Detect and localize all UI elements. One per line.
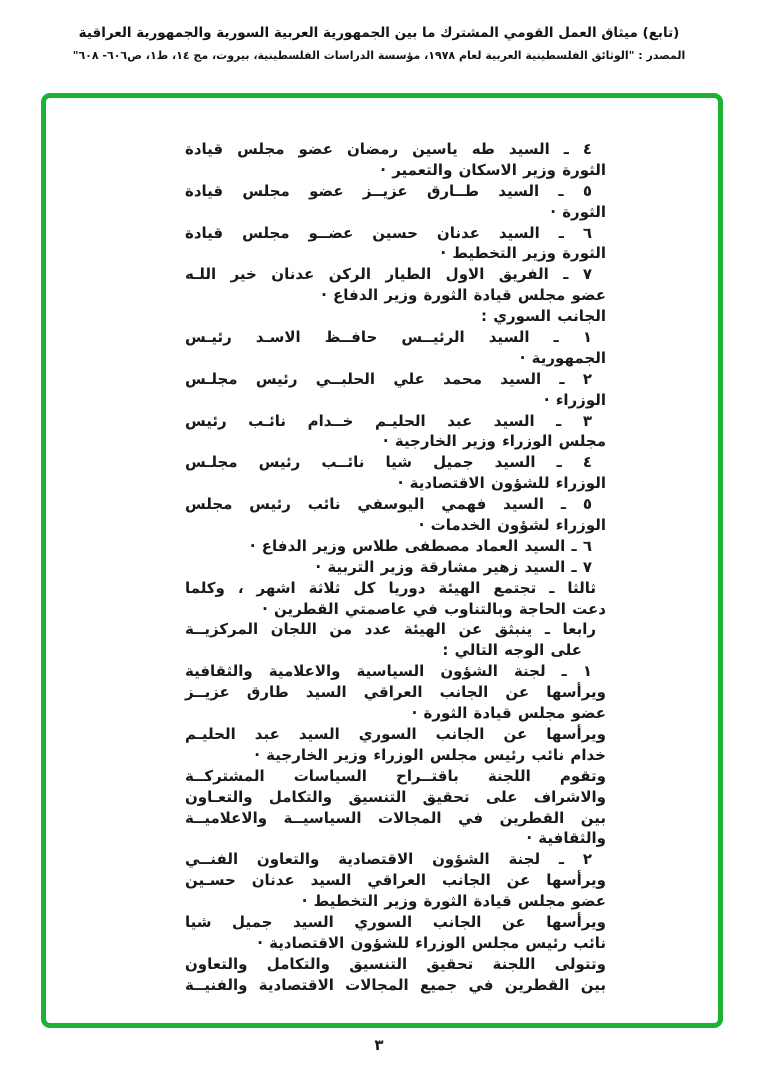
document-text <box>185 139 606 996</box>
text-line: ١ ـ السيد الرئيــس حافــظ الاسـد رئيـس <box>185 328 592 347</box>
text-line: دعت الحاجة وبالتناوب في عاصمتي القطرين · <box>262 599 606 618</box>
text-line: الوزراء للشؤون الاقتصادية · <box>397 474 606 493</box>
text-line: ثالثا ـ تجتمع الهيئة دوريا كل ثلاثة اشهر ، وكلما <box>185 578 596 597</box>
text-line: وتقوم اللجنة باقتــراح السياسات المشتركــة <box>185 766 606 785</box>
text-line: ٧ ـ السيد زهير مشارقة وزير التربية · <box>315 557 592 576</box>
text-line: ٤ ـ السيد طه ياسين رمضان عضو مجلس قيادة <box>185 140 592 158</box>
text-line: ٦ ـ السيد عدنان حسين عضــو مجلس قيادة <box>185 223 592 242</box>
text-line: عضو مجلس قيادة الثورة وزير التخطيط · <box>301 892 606 911</box>
text-line: الجانب السوري : <box>481 307 606 326</box>
text-line: ٥ ـ السيد فهمي اليوسفي نائب رئيس مجلس <box>185 495 592 514</box>
text-line: بين القطرين في جميع المجالات الاقتصادية والفنيــة <box>185 975 606 994</box>
document-title: (تابع) ميثاق العمل القومي المشترك ما بين الجمهورية العربية السورية والجمهورية العراقية <box>78 25 680 41</box>
text-line: رابعا ـ ينبثق عن الهيئة عدد من اللجان المركزيــة <box>185 620 596 639</box>
text-line: ويرأسها عن الجانب السوري السيد عبد الحليـم <box>185 724 606 743</box>
text-line: الوزراء · <box>543 390 606 409</box>
text-line: نائب رئيس مجلس الوزراء للشؤون الاقتصادية · <box>257 933 606 952</box>
text-line: مجلس الوزراء وزير الخارجية · <box>382 432 606 451</box>
text-line: ١ ـ لجنة الشؤون السياسية والاعلامية والثقافية <box>185 662 592 681</box>
document-source-citation: المصدر : "الوثائق الفلسطينية العربية لعام ١٩٧٨، مؤسسة الدراسات الفلسطينية، بيروت، مج ١٤، ط١، ص٦٠٦- ٦٠٨" <box>72 49 686 62</box>
text-line: عضو مجلس قيادة الثورة · <box>411 704 606 723</box>
text-line: خدام نائب رئيس مجلس الوزراء وزير الخارجية · <box>254 745 606 764</box>
text-line: عضو مجلس قيادة الثورة وزير الدفاع · <box>321 286 606 305</box>
text-line: ٢ ـ لجنة الشؤون الاقتصادية والتعاون الفنــي <box>185 850 592 869</box>
page-number: ٣ <box>374 1036 384 1054</box>
text-line: ٣ ـ السيد عبد الحليـم خــدام نائـب رئيس <box>185 411 592 430</box>
text-line: على الوجه التالي : <box>442 641 582 660</box>
text-line: ٢ ـ السيد محمد علي الحلبــي رئيس مجلـس <box>185 369 592 388</box>
text-line: وتتولى اللجنة تحقيق التنسيق والتكامل والتعاون <box>185 954 606 973</box>
page-header <box>0 25 758 62</box>
text-line: ويرأسها عن الجانب العراقي السيد عدنان حسـين <box>185 871 606 890</box>
text-line: الثورة وزير التخطيط · <box>440 244 606 263</box>
text-line: ٥ ـ السيد طــارق عزيــز عضو مجلس قيادة <box>185 181 592 200</box>
text-line: ويرأسها عن الجانب العراقي السيد طارق عزيــز <box>185 683 606 702</box>
text-line: ٤ ـ السيد جميل شيا نائــب رئيس مجلـس <box>185 453 592 472</box>
text-line: الوزراء لشؤون الخدمات · <box>418 516 606 535</box>
text-line: الثورة وزير الاسكان والتعمير · <box>380 160 606 179</box>
text-line: والثقافية · <box>526 829 606 848</box>
text-line: والاشراف على تحقيق التنسيق والتكامل والتعـاون <box>185 787 606 806</box>
text-line: بين القطرين في المجالات السياسيــة والاعلاميــة <box>185 808 606 827</box>
text-line: الجمهورية · <box>519 348 606 367</box>
text-line: ٧ ـ الفريق الاول الطيار الركن عدنان خير اللـه <box>185 265 592 284</box>
text-line: الثورة · <box>550 202 606 221</box>
text-line: ويرأسها عن الجانب السوري السيد جميل شيا <box>185 912 606 931</box>
text-line: ٦ ـ السيد العماد مصطفى طلاس وزير الدفاع · <box>249 536 592 555</box>
